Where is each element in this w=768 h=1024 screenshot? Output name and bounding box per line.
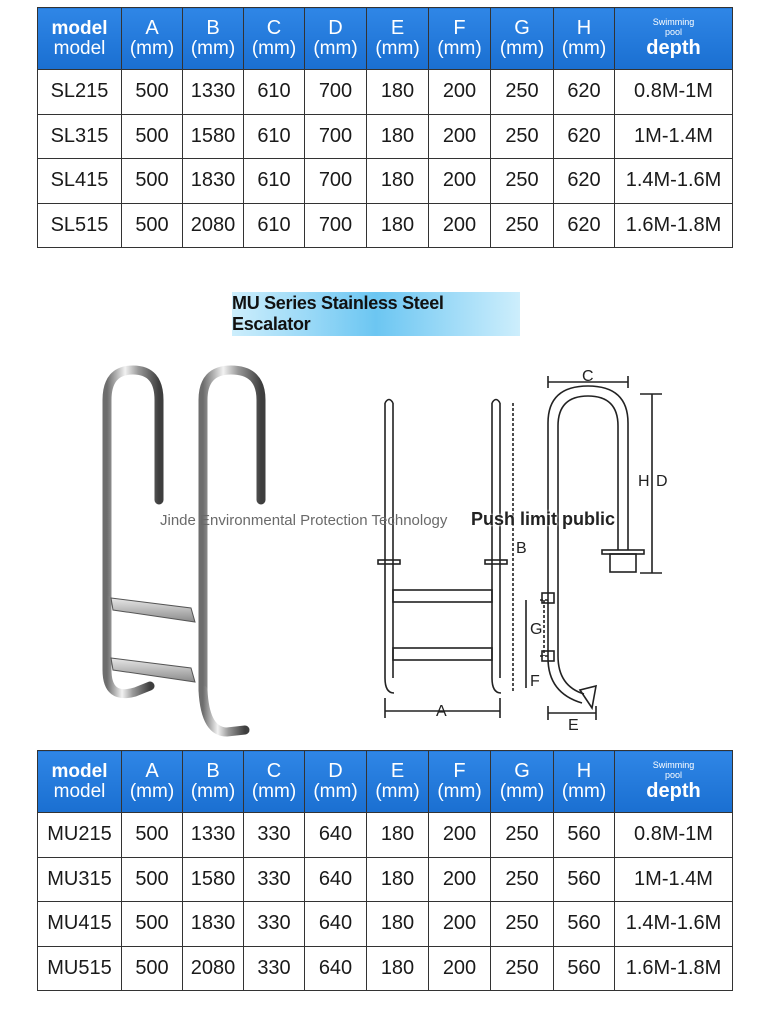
cell-b: 2080 <box>183 203 244 248</box>
cell-g: 250 <box>491 203 554 248</box>
table-row <box>38 946 733 991</box>
cell-depth: 1M-1.4M <box>615 114 733 159</box>
dim-label-b: B <box>516 540 527 557</box>
table-header-row <box>38 8 733 70</box>
cell-e: 180 <box>367 946 429 991</box>
col-header-d: D (mm) <box>305 8 367 70</box>
cell-c: 330 <box>244 813 305 858</box>
cell-c: 610 <box>244 203 305 248</box>
table-row <box>38 114 733 159</box>
dim-label-h: H <box>638 473 650 490</box>
cell-h: 620 <box>554 203 615 248</box>
col-header-h: H (mm) <box>554 8 615 70</box>
cell-d: 640 <box>305 946 367 991</box>
mu-spec-table <box>37 750 733 991</box>
col-header-f: F (mm) <box>429 751 491 813</box>
cell-g: 250 <box>491 159 554 204</box>
cell-a: 500 <box>122 70 183 115</box>
cell-model: MU515 <box>38 946 122 991</box>
col-header-b: B (mm) <box>183 751 244 813</box>
cell-h: 560 <box>554 857 615 902</box>
cell-b: 1830 <box>183 159 244 204</box>
cell-c: 610 <box>244 114 305 159</box>
table-row <box>38 857 733 902</box>
cell-g: 250 <box>491 902 554 947</box>
cell-c: 330 <box>244 857 305 902</box>
table-header-row <box>38 751 733 813</box>
cell-f: 200 <box>429 813 491 858</box>
cell-e: 180 <box>367 813 429 858</box>
cell-model: MU415 <box>38 902 122 947</box>
col-header-c: C (mm) <box>244 8 305 70</box>
cell-h: 560 <box>554 813 615 858</box>
col-header-a: A (mm) <box>122 8 183 70</box>
col-header-a: A (mm) <box>122 751 183 813</box>
cell-model: SL215 <box>38 70 122 115</box>
cell-e: 180 <box>367 857 429 902</box>
cell-g: 250 <box>491 857 554 902</box>
cell-g: 250 <box>491 813 554 858</box>
cell-b: 1330 <box>183 813 244 858</box>
table-row <box>38 813 733 858</box>
dim-label-e: E <box>568 717 579 734</box>
cell-a: 500 <box>122 114 183 159</box>
cell-depth: 1.4M-1.6M <box>615 159 733 204</box>
cell-e: 180 <box>367 203 429 248</box>
table-row <box>38 159 733 204</box>
col-header-e: E (mm) <box>367 751 429 813</box>
cell-e: 180 <box>367 902 429 947</box>
col-header-b: B (mm) <box>183 8 244 70</box>
series-banner: MU Series Stainless Steel Escalator <box>232 292 520 336</box>
cell-f: 200 <box>429 902 491 947</box>
cell-a: 500 <box>122 813 183 858</box>
cell-depth: 1.6M-1.8M <box>615 203 733 248</box>
cell-b: 1830 <box>183 902 244 947</box>
cell-b: 1330 <box>183 70 244 115</box>
cell-d: 700 <box>305 203 367 248</box>
cell-d: 640 <box>305 902 367 947</box>
dimension-drawing <box>370 368 700 738</box>
cell-depth: 1.4M-1.6M <box>615 902 733 947</box>
cell-f: 200 <box>429 203 491 248</box>
col-header-g: G (mm) <box>491 751 554 813</box>
cell-depth: 1.6M-1.8M <box>615 946 733 991</box>
cell-g: 250 <box>491 114 554 159</box>
dim-label-f: F <box>530 673 540 690</box>
cell-h: 560 <box>554 902 615 947</box>
cell-d: 700 <box>305 114 367 159</box>
cell-model: SL515 <box>38 203 122 248</box>
cell-h: 620 <box>554 159 615 204</box>
col-header-d: D (mm) <box>305 751 367 813</box>
ladder-step <box>111 598 195 622</box>
cell-h: 560 <box>554 946 615 991</box>
cell-d: 640 <box>305 857 367 902</box>
col-header-model: model model <box>38 751 122 813</box>
cell-model: MU215 <box>38 813 122 858</box>
ladder-photo <box>95 360 285 740</box>
cell-a: 500 <box>122 946 183 991</box>
overlay-watermark: Push limit public <box>471 509 616 529</box>
cell-d: 700 <box>305 159 367 204</box>
cell-f: 200 <box>429 70 491 115</box>
cell-c: 330 <box>244 902 305 947</box>
col-header-e: E (mm) <box>367 8 429 70</box>
cell-a: 500 <box>122 203 183 248</box>
cell-model: SL315 <box>38 114 122 159</box>
cell-a: 500 <box>122 159 183 204</box>
company-watermark: Jinde Environmental Protection Technology <box>160 512 448 529</box>
cell-depth: 0.8M-1M <box>615 813 733 858</box>
cell-e: 180 <box>367 70 429 115</box>
dim-label-d: D <box>656 473 668 490</box>
cell-c: 330 <box>244 946 305 991</box>
cell-c: 610 <box>244 159 305 204</box>
col-header-model: model model <box>38 8 122 70</box>
cell-f: 200 <box>429 114 491 159</box>
table-row <box>38 902 733 947</box>
table-row <box>38 203 733 248</box>
col-header-c: C (mm) <box>244 751 305 813</box>
ladder-step <box>111 658 195 682</box>
cell-g: 250 <box>491 70 554 115</box>
cell-b: 2080 <box>183 946 244 991</box>
table-row <box>38 70 733 115</box>
cell-c: 610 <box>244 70 305 115</box>
col-header-depth: Swimming pool depth <box>615 751 733 813</box>
dim-label-g: G <box>530 621 543 638</box>
sl-spec-table <box>37 7 733 248</box>
cell-b: 1580 <box>183 114 244 159</box>
cell-h: 620 <box>554 114 615 159</box>
cell-depth: 1M-1.4M <box>615 857 733 902</box>
cell-a: 500 <box>122 902 183 947</box>
cell-model: MU315 <box>38 857 122 902</box>
cell-f: 200 <box>429 857 491 902</box>
dim-label-c: C <box>582 368 594 385</box>
cell-e: 180 <box>367 114 429 159</box>
cell-f: 200 <box>429 159 491 204</box>
cell-g: 250 <box>491 946 554 991</box>
cell-a: 500 <box>122 857 183 902</box>
cell-model: SL415 <box>38 159 122 204</box>
col-header-depth: Swimming pool depth <box>615 8 733 70</box>
cell-e: 180 <box>367 159 429 204</box>
dim-label-a: A <box>436 703 447 720</box>
cell-f: 200 <box>429 946 491 991</box>
cell-d: 700 <box>305 70 367 115</box>
cell-d: 640 <box>305 813 367 858</box>
col-header-h: H (mm) <box>554 751 615 813</box>
col-header-g: G (mm) <box>491 8 554 70</box>
cell-b: 1580 <box>183 857 244 902</box>
col-header-f: F (mm) <box>429 8 491 70</box>
cell-h: 620 <box>554 70 615 115</box>
cell-depth: 0.8M-1M <box>615 70 733 115</box>
